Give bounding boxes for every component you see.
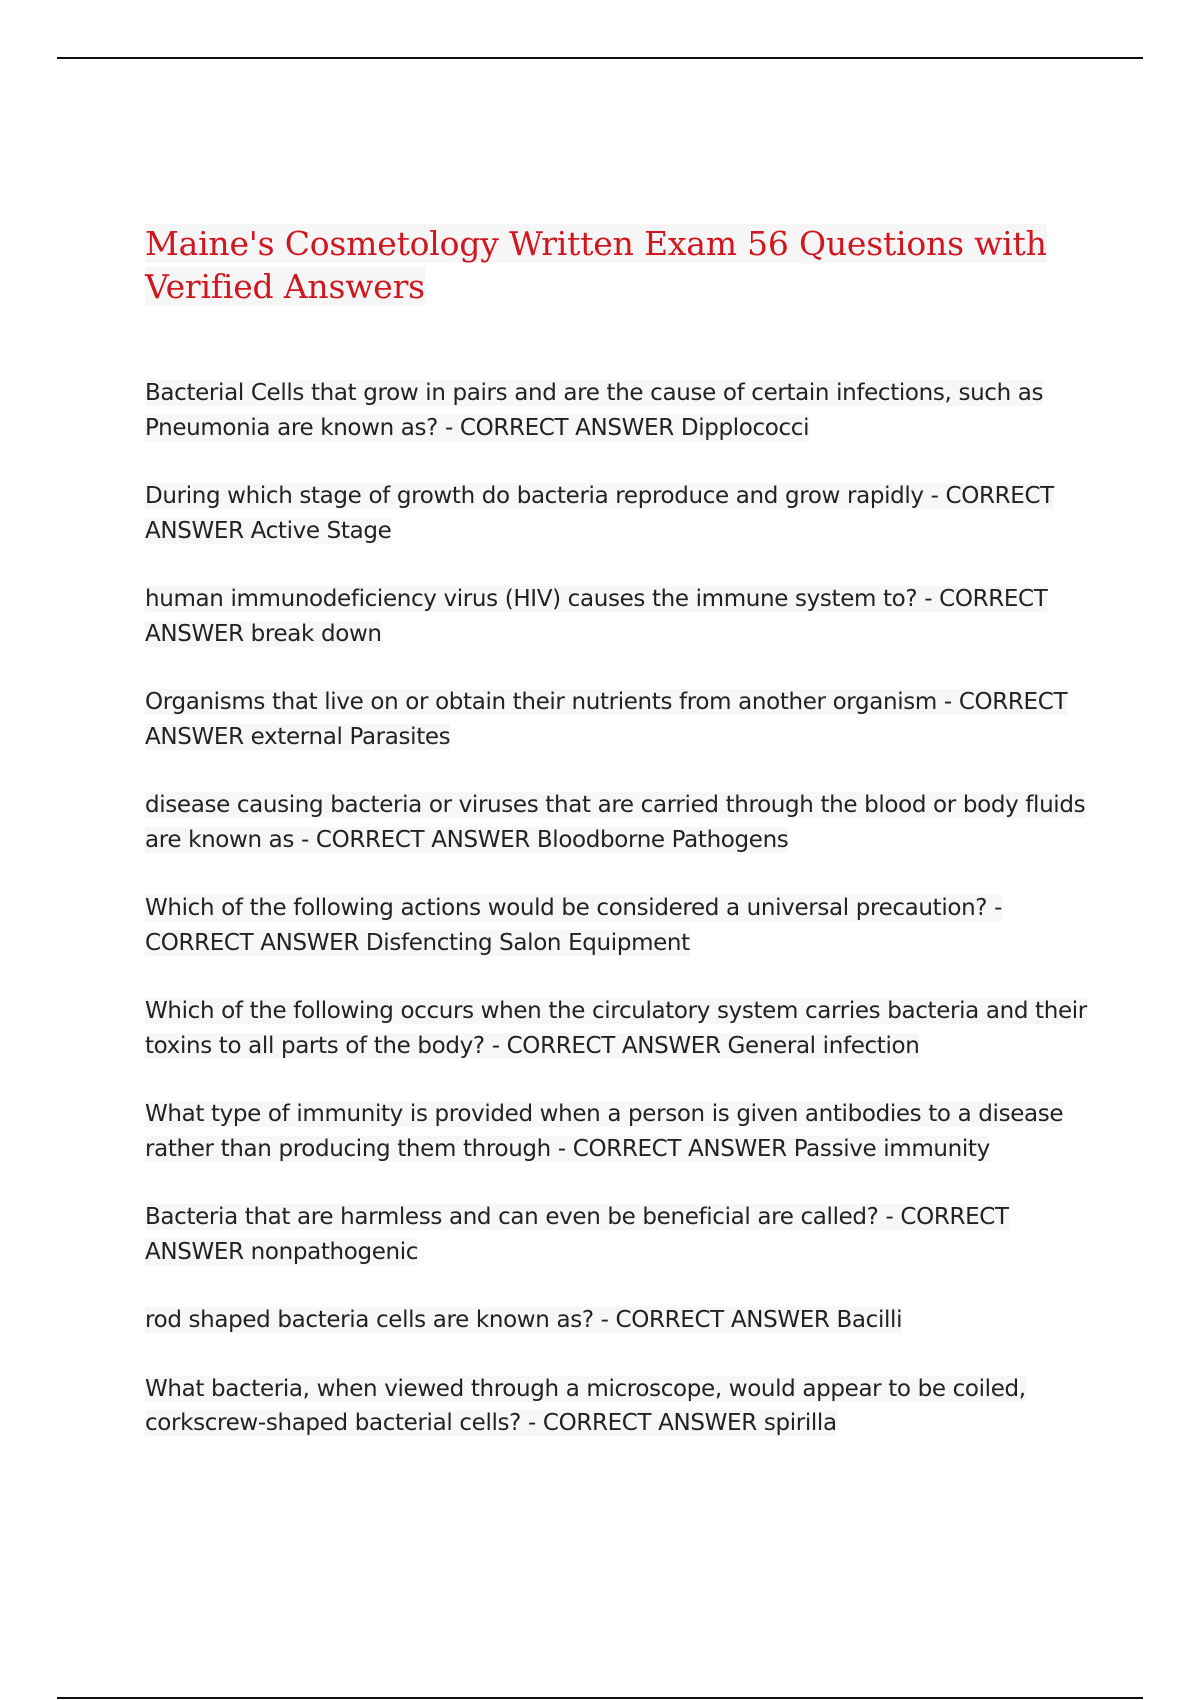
qa-item-8: What type of immunity is provided when a person is given antibodies to a disease rather than producing them through - CORRECT ANSWER Passive immunity — [145, 1101, 1064, 1162]
qa-item-9: Bacteria that are harmless and can even be beneficial are called? - CORRECT ANSWER nonpathogenic — [145, 1204, 1009, 1265]
qa-item-3: human immunodeficiency virus (HIV) causes the immune system to? - CORRECT ANSWER break down — [145, 586, 1048, 647]
qa-item-11: What bacteria, when viewed through a microscope, would appear to be coiled, corkscrew-shaped bacterial cells? - CORRECT ANSWER spirilla — [145, 1375, 1026, 1436]
document-body — [145, 222, 1095, 1475]
qa-item-6: Which of the following actions would be considered a universal precaution? - CORRECT ANSWER Disfencting Salon Equipment — [145, 895, 1003, 956]
qa-item-10: rod shaped bacteria cells are known as? - CORRECT ANSWER Bacilli — [145, 1307, 903, 1333]
qa-item-5: disease causing bacteria or viruses that are carried through the blood or body fluids are known as - CORRECT ANSWER Bloodborne Pathogens — [145, 792, 1086, 853]
qa-list — [145, 376, 1095, 1441]
top-rule — [57, 57, 1143, 59]
qa-item-1: Bacterial Cells that grow in pairs and are the cause of certain infections, such as Pneumonia are known as? - CORRECT ANSWER Dipplococci — [145, 380, 1044, 441]
qa-item-7: Which of the following occurs when the circulatory system carries bacteria and their toxins to all parts of the body? - CORRECT ANSWER General infection — [145, 998, 1087, 1059]
document-title: Maine's Cosmetology Written Exam 56 Questions with Verified Answers — [145, 224, 1047, 306]
qa-item-4: Organisms that live on or obtain their nutrients from another organism - CORRECT ANSWER external Parasites — [145, 689, 1068, 750]
qa-item-2: During which stage of growth do bacteria reproduce and grow rapidly - CORRECT ANSWER Active Stage — [145, 483, 1054, 544]
bottom-rule — [57, 1697, 1143, 1699]
